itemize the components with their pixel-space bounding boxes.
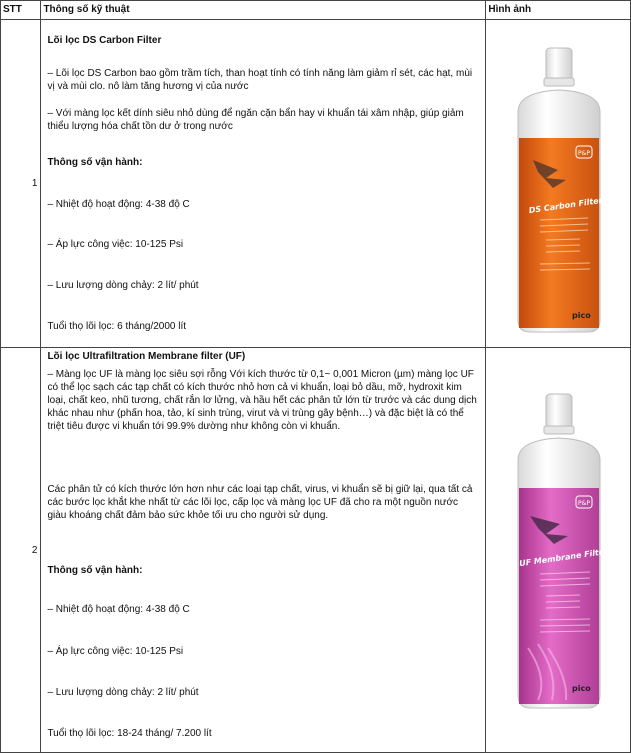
header-row — [1, 1, 631, 20]
operation-heading: Thông số vận hành: — [47, 565, 143, 576]
product-description: Các phân tử có kích thước lớn hơn như các loại tạp chất, virus, vi khuẩn sẽ bị giữ lại, qua tất cả các bước lọc khắt khe nhất từ các lõi lọc, cấp lọc và màng lọc UF đã cho ra một nguồn nước giàu khoáng chất đảm bảo sức khỏe tối ưu cho người sử dụng. — [47, 484, 473, 521]
product-title: Lõi lọc DS Carbon Filter — [47, 35, 162, 46]
product-title: Lõi lọc Ultrafiltration Membrane filter (UF) — [47, 351, 246, 362]
brand-name: pico — [572, 311, 592, 320]
header-spec: Thông số kỹ thuật — [41, 1, 486, 20]
header-image: Hình ảnh — [486, 1, 631, 20]
row-number: 2 — [1, 348, 41, 753]
brand-name: pico — [572, 684, 592, 693]
operation-heading: Thông số vận hành: — [47, 157, 143, 168]
spec-flow: – Lưu lượng dòng chảy: 2 lít/ phút — [47, 687, 199, 698]
product-label: UF Membrane Filter — [519, 546, 610, 569]
spec-cell — [41, 348, 486, 753]
filter-cartridge-image — [488, 348, 631, 752]
spec-temperature: – Nhiệt độ hoạt động: 4-38 độ C — [47, 604, 190, 615]
product-label: DS Carbon Filter — [528, 195, 604, 216]
header-stt: STT — [1, 1, 41, 20]
product-description: – Với màng lọc kết dính siêu nhỏ dùng để ngăn cặn bẩn hay vi khuẩn tái xâm nhập, giúp giảm thiểu lượng hóa chất tồn dư ở trong nước — [47, 108, 464, 132]
brand-logo: P&P — [578, 500, 591, 507]
product-description: – Lõi lọc DS Carbon bao gồm trầm tích, than hoạt tính có tính năng làm giảm rỉ sét, các hạt, mùi vị và mùi clo. nô làm tăng hương vị của nước — [47, 68, 473, 92]
image-cell — [486, 20, 631, 348]
spec-pressure: – Áp lực công việc: 10-125 Psi — [47, 646, 184, 657]
table-row — [1, 348, 631, 753]
product-description: – Màng lọc UF là màng lọc siêu sợi rỗng Với kích thước từ 0,1~ 0,001 Micron (µm) màng lọc UF có thể lọc sạch các tạp chất có kích thước nhỏ hơn cả vi khuẩn, loại bỏ dầu, mỡ, hydroxit kim loại, chất keo, nhũ tương, chất rắn lơ lửng, và hầu hết các phân tử lớn từ trước và các dung dịch khác nhau như (phấn hoa, tảo, kí sinh trùng, virut và vi trùng gây bệnh…) và đặc biệt là có thể triệt tiêu được vi khuẩn tới 99.9% dường như không còn vi khuẩn. — [47, 369, 477, 432]
brand-logo: P&P — [578, 150, 591, 157]
table-row — [1, 20, 631, 348]
row-number: 1 — [1, 20, 41, 348]
image-cell — [486, 348, 631, 753]
spec-pressure: – Áp lực công việc: 10-125 Psi — [47, 239, 184, 250]
spec-cell — [41, 20, 486, 348]
spec-flow: – Lưu lượng dòng chảy: 2 lít/ phút — [47, 280, 199, 291]
spec-lifetime: Tuổi thọ lõi lọc: 18-24 tháng/ 7.200 lít — [47, 728, 212, 739]
spec-lifetime: Tuổi thọ lõi lọc: 6 tháng/2000 lít — [47, 321, 187, 332]
filter-cartridge-image — [488, 20, 631, 347]
spec-temperature: – Nhiệt độ hoạt động: 4-38 độ C — [47, 199, 190, 210]
